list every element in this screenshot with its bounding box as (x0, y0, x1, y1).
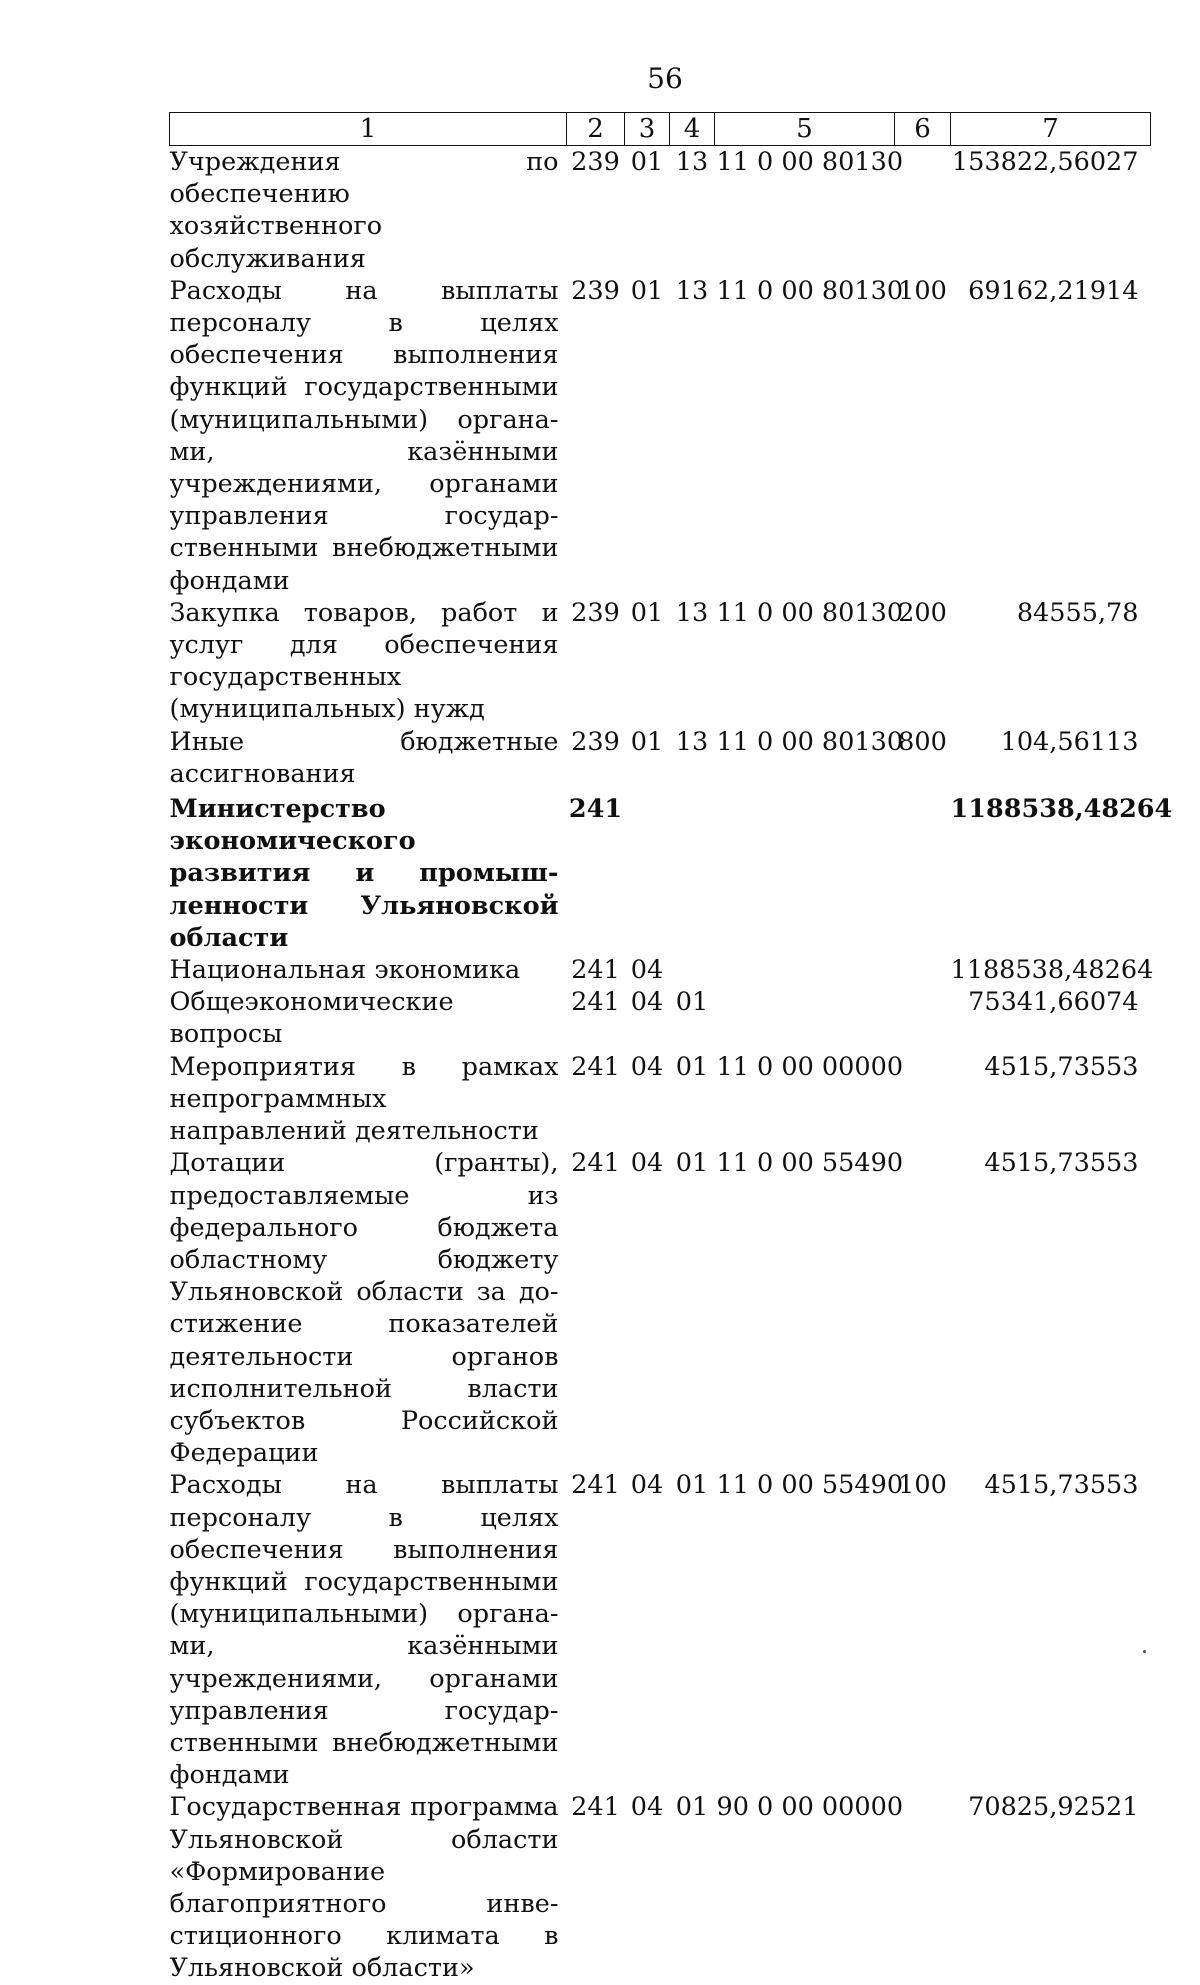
row-vr: 100 (898, 1470, 947, 1501)
row-ved: 239 (571, 275, 620, 306)
row-name: Государственная программа Ульяновской области «Формирование благоприятного инвестиционного климата в Ульяновской области» (169, 1792, 559, 1984)
header-col-6: 6 (895, 113, 951, 146)
table-row (170, 986, 1151, 1050)
row-ved: 241 (568, 794, 623, 825)
row-ved: 241 (571, 1051, 620, 1082)
row-amount: 70825,92521 (968, 1792, 1139, 1823)
row-rz (625, 790, 670, 954)
row-ved: 241 (571, 1792, 620, 1823)
table-row (170, 1147, 1151, 1469)
row-name: Расходы на выплаты персоналу в целях обеспечения выполнения функций государственными (муниципальными) органами, казёнными учреждениями, органами управления государственными внебюджетными фондами (169, 1470, 559, 1791)
header-col-4: 4 (670, 113, 715, 146)
row-amount: 153822,56027 (951, 147, 1139, 177)
row-amount: 4515,73553 (984, 1148, 1139, 1179)
table-row (170, 1051, 1151, 1148)
row-ved: 239 (571, 147, 620, 177)
row-amount: 4515,73553 (984, 1470, 1139, 1501)
row-csr (715, 954, 895, 986)
scan-speck (1143, 1650, 1146, 1653)
row-rz: 04 (630, 1470, 664, 1501)
header-col-2: 2 (567, 113, 625, 146)
row-amount: 1188538,48264 (950, 955, 1154, 986)
row-vr (895, 1147, 951, 1469)
page-number: 56 (647, 62, 683, 95)
row-ved: 241 (571, 1470, 620, 1501)
row-vr (895, 954, 951, 986)
table-row (170, 954, 1151, 986)
row-vr: 200 (898, 597, 947, 628)
row-pr: 13 (675, 726, 709, 757)
row-csr: 11 0 00 80130 (716, 147, 904, 177)
row-csr (715, 986, 895, 1050)
table-row (170, 597, 1151, 726)
row-rz: 01 (630, 275, 664, 306)
row-rz: 04 (630, 987, 664, 1018)
row-rz: 01 (630, 726, 664, 757)
row-pr: 13 (675, 275, 709, 306)
table-row-ministry (170, 790, 1151, 954)
row-rz: 04 (630, 1051, 664, 1082)
row-pr: 01 (675, 1792, 709, 1823)
row-name: Учреждения по обеспечению хозяйственного обслуживания (169, 147, 559, 274)
row-csr: 11 0 00 80130 (716, 726, 904, 757)
row-pr: 01 (675, 987, 709, 1018)
row-csr: 11 0 00 80130 (716, 597, 904, 628)
row-name: Закупка товаров, работ и услуг для обеспечения государственных (муниципальных) нужд (169, 597, 559, 725)
row-amount: 104,56113 (1000, 726, 1139, 757)
row-ved: 239 (571, 597, 620, 628)
row-vr: 100 (898, 275, 947, 306)
row-amount: 75341,66074 (968, 987, 1139, 1018)
header-col-1: 1 (170, 113, 567, 146)
row-amount: 84555,78 (1016, 597, 1139, 628)
row-csr (715, 790, 895, 954)
row-vr (895, 790, 951, 954)
row-csr: 90 0 00 00000 (716, 1792, 904, 1823)
row-pr (670, 954, 715, 986)
row-pr: 13 (675, 147, 709, 177)
row-name: Дотации (гранты), предоставляемые из федерального бюджета областному бюджету Ульяновской области за достижение показателей деятельности органов исполнительной власти субъектов Российской Федерации (169, 1148, 559, 1469)
row-vr (895, 1791, 951, 1984)
row-csr: 11 0 00 55490 (716, 1148, 904, 1179)
row-name: Иные бюджетные ассигнования (169, 726, 559, 789)
row-csr: 11 0 00 80130 (716, 275, 904, 306)
row-pr: 01 (675, 1470, 709, 1501)
row-pr (670, 790, 715, 954)
row-amount: 69162,21914 (968, 275, 1139, 306)
row-pr: 13 (675, 597, 709, 628)
row-amount: 1188538,48264 (950, 794, 1173, 825)
row-vr (895, 986, 951, 1050)
row-rz: 01 (630, 597, 664, 628)
table-row (170, 726, 1151, 790)
row-name: Расходы на выплаты персоналу в целях обеспечения выполнения функций государственными (муниципальными) органами, казёнными учреждениями, органами управления государственными внебюджетными фондами (169, 275, 559, 596)
table-row (170, 1469, 1151, 1791)
row-csr: 11 0 00 55490 (716, 1470, 904, 1501)
header-col-7: 7 (951, 113, 1151, 146)
budget-table (169, 112, 1173, 1985)
row-vr: 800 (898, 726, 947, 757)
table-header-row (170, 113, 1151, 146)
row-ved: 239 (571, 726, 620, 757)
row-rz: 04 (630, 1148, 664, 1179)
table-row (170, 1791, 1151, 1984)
table-row (170, 275, 1151, 597)
header-col-5: 5 (715, 113, 895, 146)
row-rz: 01 (630, 147, 664, 177)
row-csr: 11 0 00 00000 (716, 1051, 904, 1082)
row-pr: 01 (675, 1051, 709, 1082)
row-name: Национальная экономика (169, 955, 521, 986)
row-ved: 241 (571, 1148, 620, 1179)
row-name: Общеэкономические вопросы (169, 987, 454, 1050)
table-row (170, 146, 1151, 275)
row-amount: 4515,73553 (984, 1051, 1139, 1082)
row-pr: 01 (675, 1148, 709, 1179)
row-rz: 04 (630, 955, 664, 986)
row-name: Мероприятия в рамках непрограммных направлений деятельности (169, 1051, 559, 1147)
header-col-3: 3 (625, 113, 670, 146)
row-rz: 04 (630, 1792, 664, 1823)
row-name: Министерство экономического развития и промышленности Ульяновской области (169, 794, 559, 953)
row-ved: 241 (571, 987, 620, 1018)
row-ved: 241 (571, 955, 620, 986)
